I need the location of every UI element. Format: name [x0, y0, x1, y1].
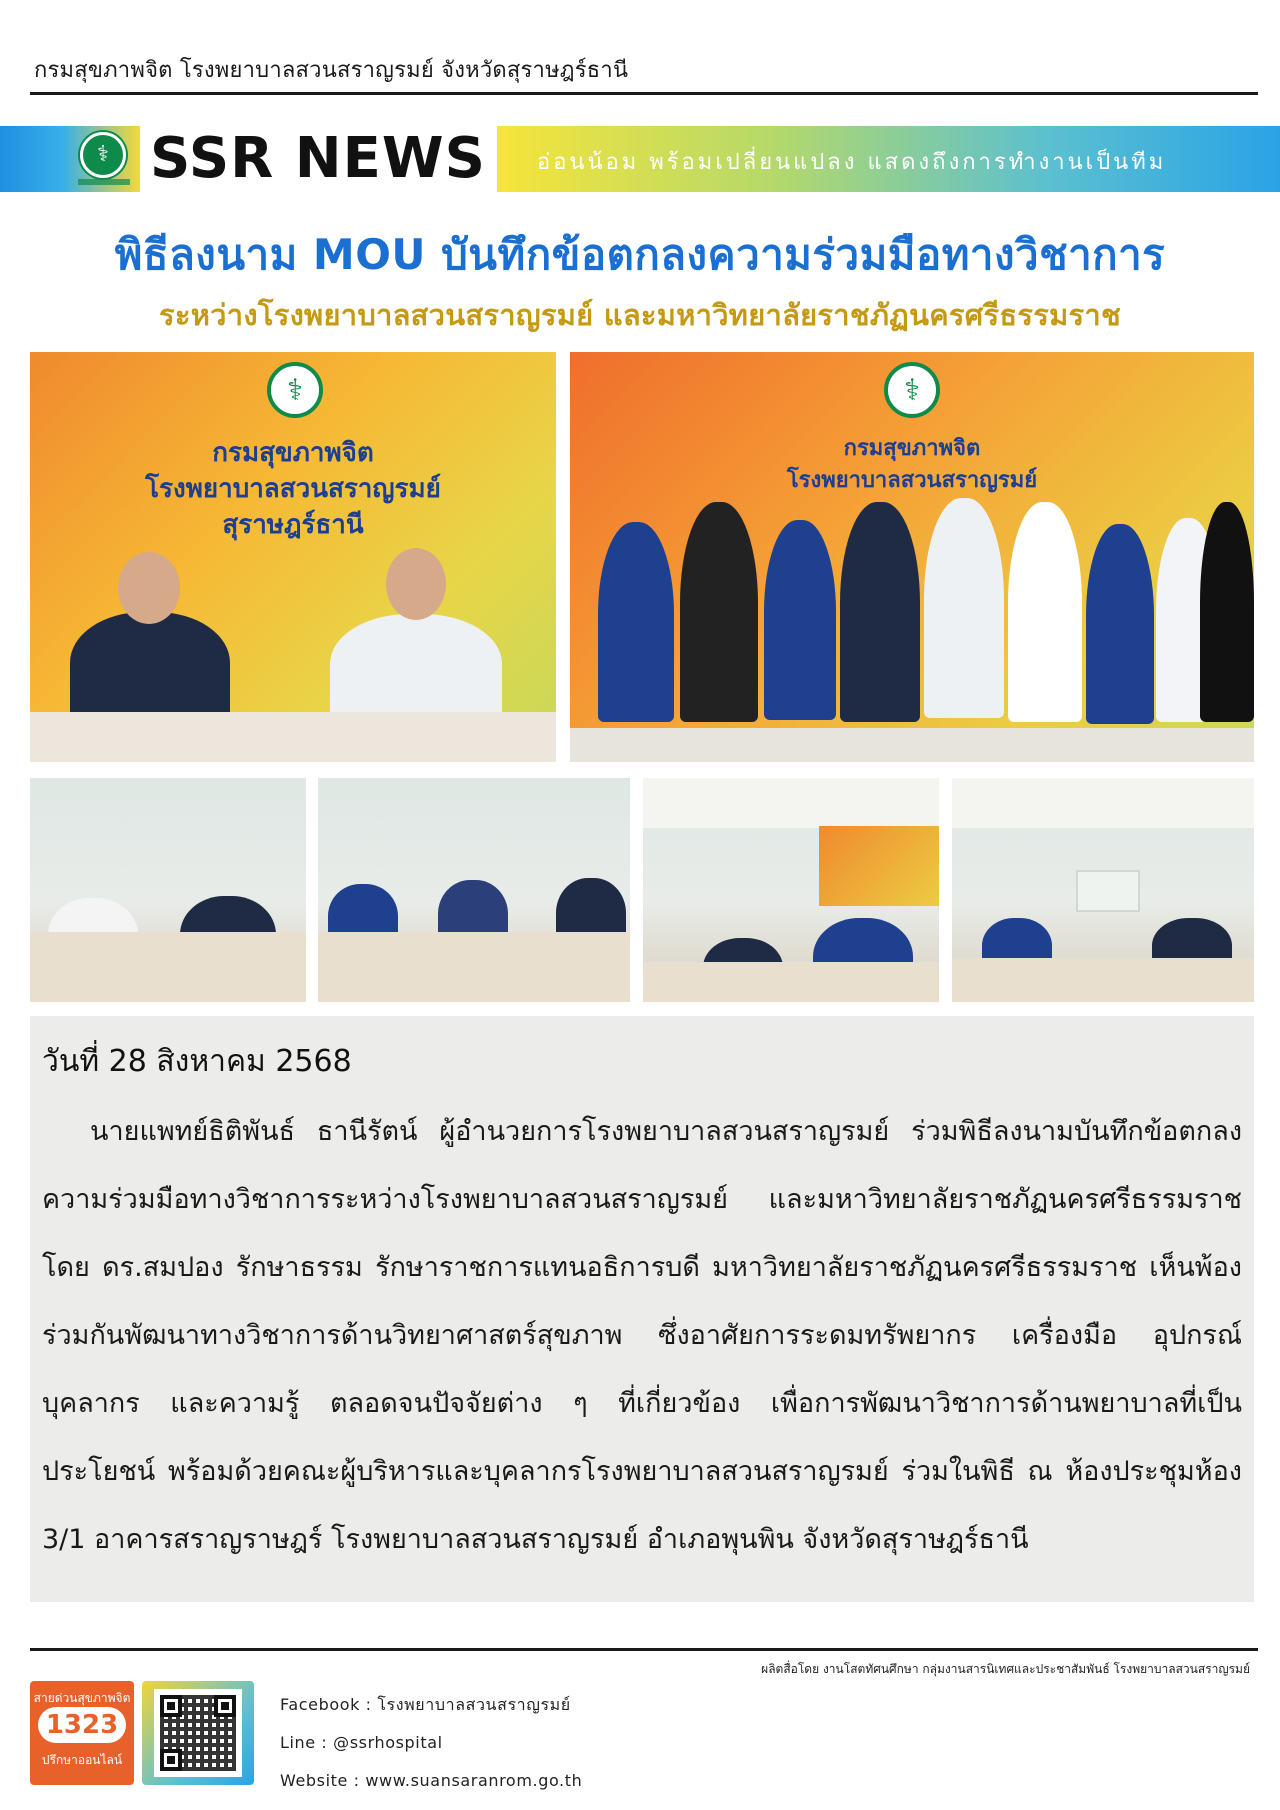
backdrop-logo-icon	[884, 362, 940, 418]
qr-finder-mark	[160, 1749, 182, 1771]
group-photo	[570, 352, 1254, 762]
qr-finder-mark	[214, 1695, 236, 1717]
brand-title: SSR NEWS	[150, 126, 486, 191]
backdrop-text-line3: สุราษฎร์ธานี	[222, 510, 364, 540]
person-figure	[1008, 502, 1082, 722]
person-figure	[330, 614, 502, 722]
meeting-photo-3	[643, 778, 939, 1002]
person-head	[386, 548, 446, 620]
banner-left-gradient	[0, 126, 140, 192]
person-figure	[70, 612, 230, 722]
meeting-desk	[318, 932, 630, 1002]
article-date: วันที่ 28 สิงหาคม 2568	[42, 1044, 352, 1079]
hotline-label: สายด่วนสุขภาพจิต	[33, 1691, 131, 1705]
facebook-link[interactable]: Facebook : โรงพยาบาลสวนสราญรมย์	[280, 1695, 571, 1714]
line-link[interactable]: Line : @ssrhospital	[280, 1733, 443, 1752]
person-figure	[680, 502, 758, 722]
qr-code-frame[interactable]	[142, 1681, 254, 1785]
meeting-desk	[643, 962, 939, 1002]
signing-table	[30, 712, 556, 762]
projector-screen	[1076, 870, 1140, 912]
production-credit: ผลิตสื่อโดย งานโสตทัศนศึกษา กลุ่มงานสารนิเทศและประชาสัมพันธ์ โรงพยาบาลสวนสราญรมย์	[761, 1662, 1250, 1676]
meeting-desk	[952, 958, 1254, 1002]
banner-right-gradient	[497, 126, 1280, 192]
qr-code-icon	[154, 1689, 242, 1777]
department-logo-icon: ⚕	[80, 132, 126, 178]
person-figure	[1200, 502, 1254, 722]
person-head	[118, 552, 180, 624]
room-ceiling	[952, 778, 1254, 828]
hotline-number: 1323	[38, 1707, 126, 1743]
person-figure	[764, 520, 836, 720]
website-link[interactable]: Website : www.suansaranrom.go.th	[280, 1771, 583, 1790]
headline-secondary: ระหว่างโรงพยาบาลสวนสราญรมย์ และมหาวิทยาลัยราชภัฏนครศรีธรรมราช	[159, 298, 1121, 332]
article-body: นายแพทย์ธิติพันธ์ ธานีรัตน์ ผู้อำนวยการโรงพยาบาลสวนสราญรมย์ ร่วมพิธีลงนามบันทึกข้อตกลงความร่วมมือทางวิชาการระหว่างโรงพยาบาลสวนสราญรมย์ และมหาวิทยาลัยราชภัฏนครศรีธรรมราช โดย ดร.สมปอง รักษาธรรม รักษาราชการแทนอธิการบดี มหาวิทยาลัยราชภัฏนครศรีธรรมราช เห็นพ้องร่วมกันพัฒนาทางวิชาการด้านวิทยาศาสตร์สุขภาพ ซึ่งอาศัยการระดมทรัพยากร เครื่องมือ อุปกรณ์ บุคลากร และความรู้ ตลอดจนปัจจัยต่าง ๆ ที่เกี่ยวข้อง เพื่อการพัฒนาวิชาการด้านพยาบาลที่เป็นประโยชน์ พร้อมด้วยคณะผู้บริหารและบุคลากรโรงพยาบาลสวนสราญรมย์ ร่วมในพิธี ณ ห้องประชุมห้อง 3/1 อาคารสราญราษฎร์ โรงพยาบาลสวนสราญรมย์ อำเภอพุนพิน จังหวัดสุราษฎร์ธานี	[42, 1116, 1242, 1555]
room-ceiling	[643, 778, 939, 828]
signing-photo	[30, 352, 556, 762]
stage-floor	[570, 728, 1254, 762]
hotline-badge[interactable]	[30, 1681, 134, 1785]
person-figure	[840, 502, 920, 722]
banner-slogan: อ่อนน้อม พร้อมเปลี่ยนแปลง แสดงถึงการทำงานเป็นทีม	[537, 150, 1167, 175]
backdrop-text-line1: กรมสุขภาพจิต	[212, 438, 374, 468]
backdrop-text-line2: โรงพยาบาลสวนสราญรมย์	[786, 468, 1038, 493]
qr-finder-mark	[160, 1695, 182, 1717]
backdrop-logo-icon	[267, 362, 323, 418]
bottom-divider	[30, 1648, 1258, 1651]
headline-primary: พิธีลงนาม MOU บันทึกข้อตกลงความร่วมมือทางวิชาการ	[114, 230, 1166, 279]
room-backdrop	[819, 826, 939, 906]
top-divider	[30, 92, 1258, 95]
logo-caption-strip	[78, 179, 130, 185]
hotline-subtitle: ปรึกษาออนไลน์	[41, 1753, 123, 1767]
org-header: กรมสุขภาพจิต โรงพยาบาลสวนสราญรมย์ จังหวัดสุราษฎร์ธานี	[34, 58, 629, 83]
article-panel	[30, 1016, 1254, 1602]
news-banner	[0, 126, 1280, 192]
meeting-photo-2	[318, 778, 630, 1002]
person-figure	[1086, 524, 1154, 724]
contact-list	[280, 1686, 582, 1800]
meeting-photo-4	[952, 778, 1254, 1002]
backdrop-text-line1: กรมสุขภาพจิต	[843, 436, 981, 461]
backdrop-text-line2: โรงพยาบาลสวนสราญรมย์	[145, 474, 441, 504]
meeting-desk	[30, 932, 306, 1002]
person-figure	[924, 498, 1004, 718]
meeting-photo-1	[30, 778, 306, 1002]
person-figure	[598, 522, 674, 722]
